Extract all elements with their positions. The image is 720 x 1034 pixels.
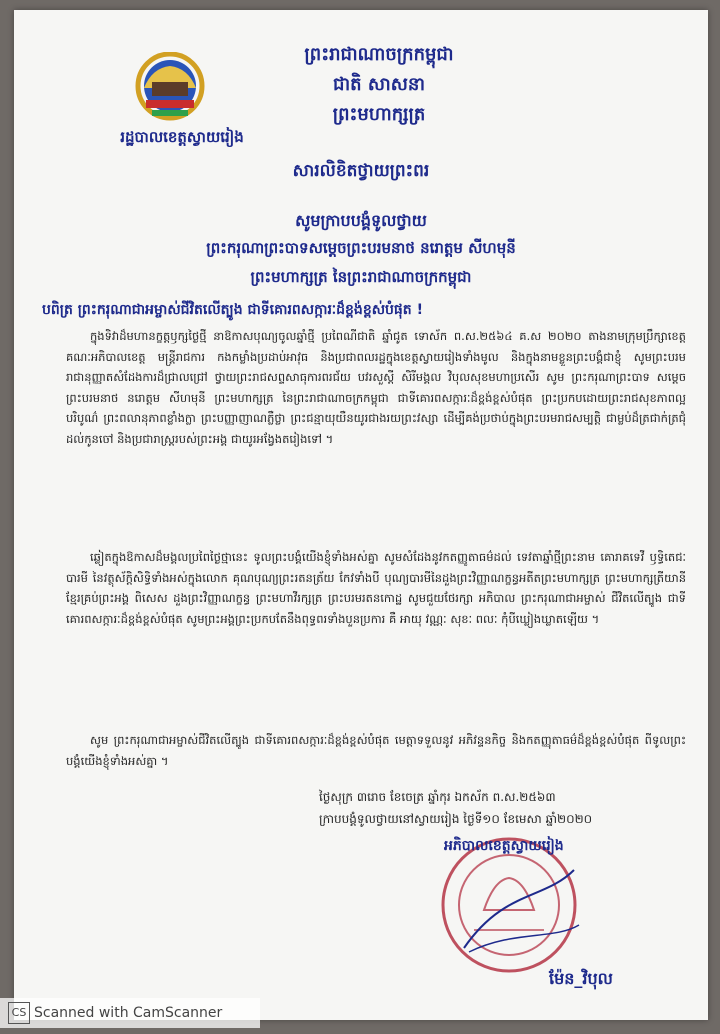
- salutation: បពិត្រ ព្រះករុណាជាអម្ចាស់ជីវិតលើត្បូង ជាទីគោរពសក្ការៈដ៏ខ្ពង់ខ្ពស់បំផុត !: [42, 302, 423, 318]
- address-line-1: សូមក្រាបបង្គំទូលថ្វាយ: [295, 211, 427, 230]
- kingdom-header: [284, 40, 474, 130]
- province-office: រដ្ឋបាលខេត្តស្វាយរៀង: [120, 128, 244, 146]
- paragraph-2: ឆ្លៀតក្នុងឱកាសដ៏មង្គលប្រពៃថ្ងៃថ្មានេះ ទូលព្រះបង្គំយើងខ្ញុំទាំងអស់គ្នា សូមសំដែងនូវកតញ្ញូតាធម៌ដល់ ទេវតាឆ្នាំថ្មីព្រះនាម គោរាគទេវី ឫទ្ធិតេជៈបារមី នៃវត្ថុស័ក្តិសិទ្ធិទាំងអស់ក្នុងលោក គុណបុណ្យព្រះរតនត្រ័យ កែវទាំងបី បុណ្យបារមីនៃដួងព្រះវិញ្ញាណក្ខន្ធអតីតព្រះមហាក្សត្រ ព្រះមហាក្សត្រីយានីខ្មែរគ្រប់ព្រះអង្គ ពិសេស ដួងព្រះវិញ្ញាណក្ខន្ធ ព្រះមហាវីរក្សត្រ ព្រះបរមរតនកោដ្ឋ សូមជួយថែរក្សា អភិបាល ព្រះករុណាជាអម្ចាស់ ជីវិតលើត្បូង ជាទីគោរពសក្ការៈដ៏ខ្ពង់ខ្ពស់បំផុត សូមព្រះអង្គព្រះប្រកបតែនឹងពុទ្ធពរទាំងបួនប្រការ គឺ អាយុ វណ្ណៈ សុខៈ ពលៈ កុំបីឃ្លៀងឃ្លាតឡើយ ។: [66, 550, 686, 626]
- solar-date: ក្រាបបង្គំទូលថ្វាយនៅស្វាយរៀង ថ្ងៃទី១០ ខែមេសា ឆ្នាំ២០២០: [319, 812, 593, 826]
- motto: ជាតិ សាសនា ព្រះមហាក្សត្រ: [332, 74, 426, 125]
- camscanner-text: Scanned with CamScanner: [34, 1005, 223, 1021]
- camscanner-badge: CS: [8, 1002, 30, 1024]
- date-block: [319, 786, 708, 830]
- signatory-title: អភិបាលខេត្តស្វាយរៀង: [444, 838, 564, 854]
- letter-page: [14, 10, 708, 1020]
- paragraph-3: សូម ព្រះករុណាជាអម្ចាស់ជីវិតលើត្បូង ជាទីគោរពសក្ការៈដ៏ខ្ពង់ខ្ពស់បំផុត មេត្តាទទួលនូវ អភិវន្ទនកិច្ច និងកតញ្ញុតាធម៌ដ៏ខ្ពង់ខ្ពស់បំផុត ពីទូលព្រះបង្គំយើងខ្ញុំទាំងអស់គ្នា ។: [66, 733, 686, 768]
- province-logo: [122, 52, 218, 126]
- camscanner-watermark: [0, 998, 260, 1028]
- paragraph-1: ក្នុងទិវាដ៏មហានក្ខត្តឫក្សថ្ងៃថ្មី នាឱកាសបុណ្យចូលឆ្នាំថ្មី ប្រពៃណីជាតិ ឆ្នាំជូត ទោស័ក ព.ស.២៥៦៤ គ.ស ២០២០ តាងនាមក្រុមប្រឹក្សាខេត្ត គណៈអភិបាលខេត្ត មន្ត្រីរាជការ កងកម្លាំងប្រដាប់អាវុធ និងប្រជាពលរដ្ឋក្នុងខេត្តស្វាយរៀងទាំងមូល និងក្នុងនាមខ្លួនព្រះបង្គំជាខ្ញុំ សូមព្រះបរមរាជានុញ្ញាតសំដែងការដ៏ជ្រាលជ្រៅ ថ្វាយព្រះរាជសព្ទសាធុការពរជ័យ បវរសួស្តី សិរីមង្គល វិបុលសុខមហាប្រសើរ សូម ព្រះករុណាព្រះបាទ សម្តេចព្រះបរមនាថ នរោត្តម សីហមុនី ព្រះមហាក្សត្រ នៃព្រះរាជាណាចក្រកម្ពុជា ជាទីគោរពសក្ការៈដ៏ខ្ពង់ខ្ពស់បំផុត ព្រះប្រកបដោយព្រះរាជសុខភាពល្អបរិបូណ៌ ព្រះពលានុភាពខ្លាំងក្លា ព្រះបញ្ញាញាណភ្លឺថ្លា ព្រះជន្មាយុយឺនយូរជាងរយព្រះវស្សា ដើម្បីគង់ប្រថាប់ក្នុងព្រះបរមរាជសម្បត្តិ ជាម្លប់ដ៏ត្រជាក់ត្រជុំដល់កូនចៅ និងប្រជារាស្ត្ររបស់ព្រះអង្គ ជាយូរអង្វែងតរៀងទៅ ។: [66, 329, 686, 446]
- letter-type-title: សារលិខិតថ្វាយព្រះពរ: [292, 161, 430, 181]
- kingdom-title: ព្រះរាជាណាចក្រកម្ពុជា: [304, 44, 454, 65]
- address-line-3: ព្រះមហាក្សត្រ នៃព្រះរាជាណាចក្រកម្ពុជា: [250, 268, 472, 286]
- signatory-name: ម៉ែន_វិបុល: [549, 969, 613, 988]
- lunar-date: ថ្ងៃសុក្រ ៣រោច ខែចេត្រ ឆ្នាំកុរ ឯកស័ក ព.ស.២៥៦៣: [319, 790, 556, 804]
- address-line-2: ព្រះករុណាព្រះបាទសម្តេចព្រះបរមនាថ នរោត្តម សីហមុនី: [206, 239, 516, 257]
